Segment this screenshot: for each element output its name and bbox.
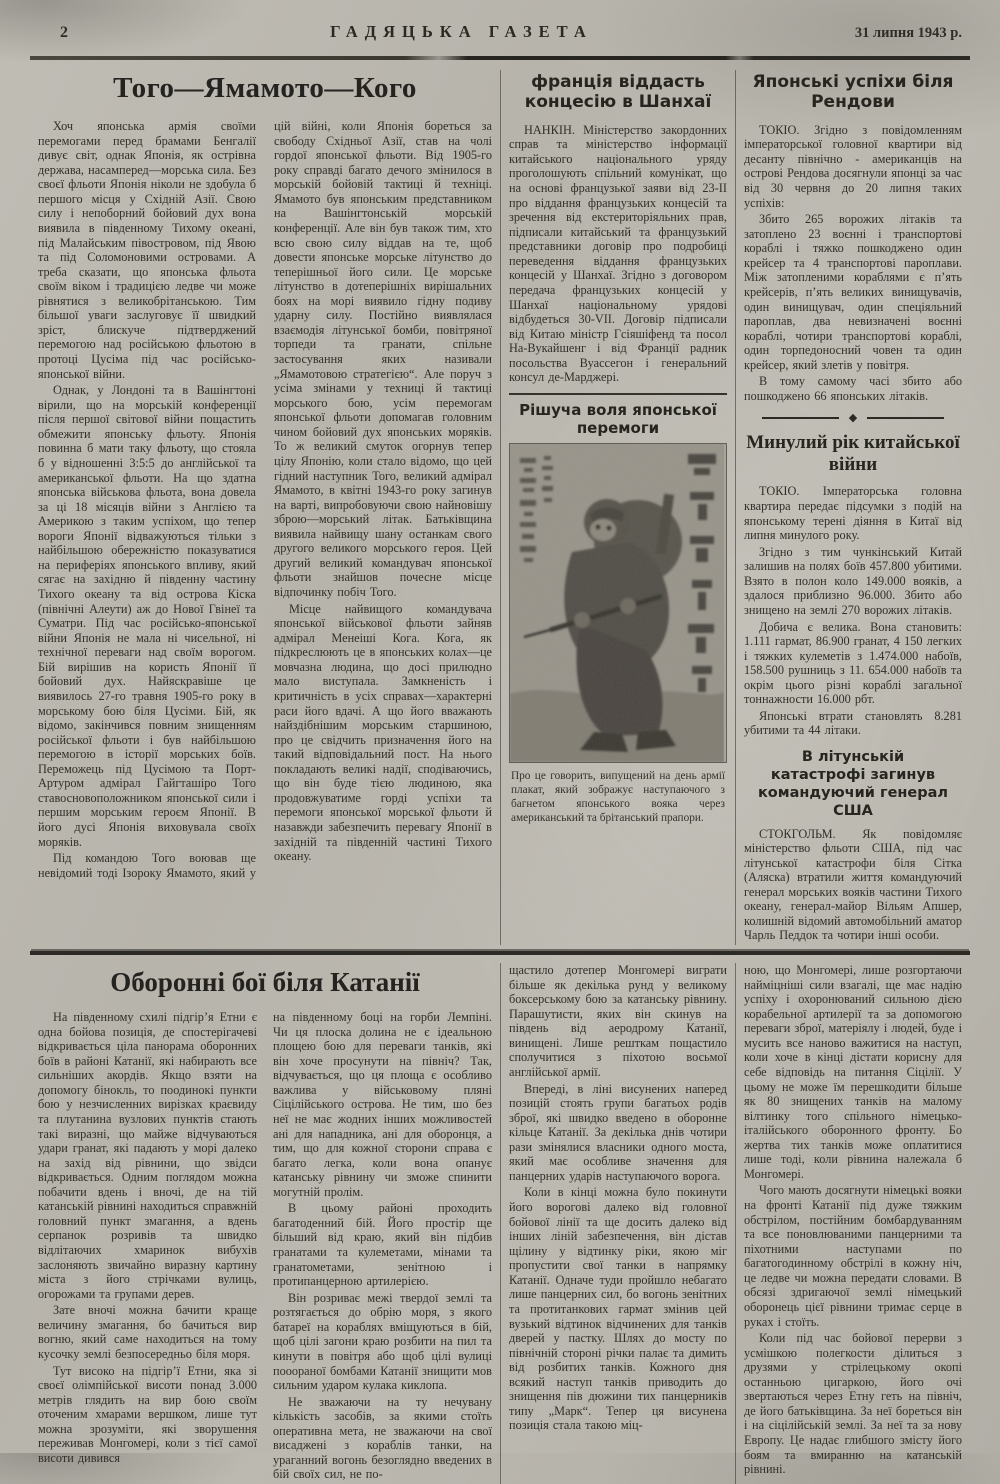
paragraph: ТОКІО. Згідно з повідомленням імператорської головної квартири від десанту північно - американців на острові Рендова досягнули японці за час від 30 червня до 20 липня таких успіхів: <box>744 122 962 210</box>
paragraph: ТОКІО. Імператорська головна квартира передає підсумки з подій на японському терені діяння в Китаї від липня минулого року. <box>744 484 962 543</box>
headline-general-crash: В літунській катастрофі загинув командуючий генерал США <box>757 749 949 820</box>
paper-title: ГАДЯЦЬКА ГАЗЕТА <box>330 22 593 41</box>
top-column-4 <box>735 70 970 945</box>
paragraph: Добича є велика. Вона становить: 1.111 гармат, 86.900 гранат, 4 150 легких і тяжких кулеметів з 1.474.000 набоїв, 158.500 рушниць з 11. 654.000 набоїв та окрім цього різні кораблі загальної тоннажности 16.000 рбт. <box>744 619 962 707</box>
paragraph: Японські втрати становлять 8.281 убитими та 44 літаки. <box>744 708 962 738</box>
paragraph: Він розриває межі твердої землі та розтягається до обрію моря, з якого батареї на кораблях вміщуються в бій, щоб цілі загони краю розбити на пил та кинути в повітря або щоб цілі вулиці пооораної бомбами Катанії знищити мов сильним ударом кулака киклопа. <box>273 1290 492 1393</box>
article-rendova <box>744 72 962 403</box>
paragraph: Зате вночі можна бачити краще величину змагання, бо бачиться вир вогню, який саме находиться на тому кусочку землі безпосередньо біля моря. <box>38 1303 257 1361</box>
paragraph: на південному боці на горби Лемпіні. Чи ця плоска долина не є ідеальною площею бою для переваги танків, які він хоче просунути на північ? Так, відчувається, що ця площа є особливо важлива у військовому пляні Сіцілійського острова. Не тим, шо без неї не має жодних інших можливостей ані для нападника, ані для оборонця, а тим, що для кожної сторони справа є багато легка, коли вона опанує катанську рівнину чи зможе спинити могутній пролім. <box>273 1010 492 1199</box>
article-body <box>38 119 492 880</box>
article-divider-rule <box>509 393 727 395</box>
paragraph: Коли в кінці можна було покинути його ворогові далеко від головної бойової лінії та ще досить далеко від інших ліній забезпечення, він дістав щілину у відтинку ріки, якою міг пропустити свої танки в напрямку Катанії. Одначе туди пройшло небагато лише панцерних сил, бо вогонь зенітних та протитанкових гармат змінив цей вузький відтинок відчинених для танків дверей у пастку. Шлях до мосту по північній стороні річки палає та димить від розбитих танків. Кожного дня всякий наступ танків приводить до знищення пів дюжини тих панцерників типу „Марк“. Тепер ця висунена позиція стала такою міц- <box>509 1185 727 1433</box>
soldier-poster-photo <box>509 443 727 763</box>
paragraph: Згідно з тим чункінський Китай залишив на полях боїв 457.800 убитими. Взято в полон коло 149.000 вояків, а здалося приблизно 96.000. Збито або знищено на землі 270 ворожих літаків. <box>744 544 962 617</box>
paragraph: Під командою Того воював ще невідомий тоді Ізороку Ямамото, який у цій війні, коли Японія бореться за свободу Східньої Азії, став на чолі гордої японської фльоти. Від 1905-го року справді багато дечого змінилося в морській бойовій тактиці й техніці. Ямамото був японським представником на Вашінгтонській морській конференції. Але він був також тим, хто всю свою силу віддав на те, щоб довести японське морське літунство до теперішньої його сили. Це морське літунство в дотеперішніх вирішальних боях на морі виявило гідну подиву ударну силу. Постійно виявлялася взаємодія літунської бомби, повітряної торпеди та гранати, спільне застосування яких називали „Ямамотовою стратегією“. Але поруч з усіма змінами у техниці й тактиці морського бою, усім перемогам японської фльоти допомагав головним чином бойовий дух японських моряків. То ж великий смуток огорнув тепер цілу Японію, коли стало відомо, що цей гідний наступник Того, великий адмірал Ямамото, в квітні 1943-го року загинув на варті, випробовуючи свою найновішу зброю—морський літак. Батьківщина виявила найвищу шану останкам свого другого великого морського героя. Цей другий великий командувач японської фльоти знайшов почесне місце відпочинку побіч Того. <box>38 119 492 880</box>
paragraph: Місце найвищого командувача японської військової фльоти зайняв адмірал Менеіші Кога. Кога, як підкреслюють це в японських колах—це мовчазна людина, що досі прилюдно мало виступала. Замкненість і критичність в усіх справах—характерні раси його вдачі. А що його вважають найздібнішим морським старшиною, про це свідчить призначення його на такий відповідальний пост. На нього покладають великі надії, сподіваючись, що він буде тією людиною, яка продовжуватиме горді успіхи та перемоги японської морської фльоти й назавжди забезпечить перевагу Японії в західній та південній частині Тихого океану. <box>274 601 492 864</box>
diamond-icon: ◆ <box>848 412 858 425</box>
masthead <box>30 14 970 52</box>
headline-rendova: Японські успіхи біля Рендови <box>752 72 954 113</box>
catania-column-2 <box>265 1010 500 1484</box>
catania-column-1 <box>30 1010 265 1484</box>
masthead-rule <box>30 56 970 60</box>
soldier-poster-illustration <box>510 444 724 762</box>
catania-column-3 <box>500 963 735 1484</box>
divider-bar <box>762 417 839 419</box>
paragraph: Збито 265 ворожих літаків та затоплено 23 воєнні і транспортові кораблі і тяжко пошкоджено один крейсер та 4 транспортові пароплави. Між затопленими кораблями є п’ять крейсерів, п’ять великих винищувачів, один винищувач, один спеціяльний пароплав, два невизначені воєнні кораблі, чотири транспортові кораблі, один торпедоносний човен та один крейсер, який злетів у повітря. <box>744 212 962 372</box>
page-number: 2 <box>60 24 68 41</box>
paragraph: На південному схилі підгір’я Етни є одна бойова позиція, де спостерігачеві відкривається ціла панорама оборонних боїв в районі Катанії, які набирають все сильніших акордів. Якщо взяти на допомогу бінокль, то поодинокі пункти бою у незчисленних вирізках краєвиду та плутанина вузлових пунктів стають такі виразні, що майже відчуваються удари гранат, які падають у морі далеко на захід від рівнини, що звідси відкривається. Одним поглядом можна побачити вдень і вночі, де на тій катанській рівнині находиться справжній головний пункт змагання, а вдень серпанок розривів та швидко відлітаючих хмаринок вибухів заслоняють звичайно виразну картину міста з його стрічками вулиць, огорожами та групами дерев. <box>38 1010 257 1301</box>
photo-block <box>509 401 727 825</box>
paragraph: В цьому районі проходить багатоденний бій. Його простір ще більший від краю, який він підбив гранатами та кулеметами, мінами та гранатометами, зенітною і протипанцерною артилерією. <box>273 1201 492 1289</box>
paragraph: СТОКГОЛЬМ. Як повідомляє міністерство фльоти США, під час літунської катастрофи біля Сітка (Аляска) втратили життя командуючий генерал морських вояків частини Тихого океану, генерал-майор Вільям Апшер, колишній відомий автомобільний аматор Чарль Педдок та чотири інші особи. <box>744 826 962 943</box>
top-section <box>30 70 970 945</box>
paragraph: Тут високо на підгір’ї Етни, яка зі своєї олімпійської висоти понад 3.000 метрів глядить на вир бою своїм оточеним хмарами вершком, лише тут можна зрозуміти, які зворушення переживав Монгомері, коли з тієї самої висоти дивився <box>38 1363 257 1465</box>
paragraph: В тому самому часі збито або пошкоджено 66 японських літаків. <box>744 374 962 403</box>
paragraph: Однак, у Лондоні та в Вашінгтоні вірили, що на морській конференції після першої світової війни пощастить обмежити японську фльоту. Японія повинна б мати таку фльоту, що стояла б у відношенні 3:5:5 до англійської та американської фльоти. На що здатна японська військова фльота, вона довела за ці 18 місяців війни з Англією та Америкою з таким успіхом, що тепер вороги Японії відважуються тільки з найбільшою обережністю показуватися на периферіях японського впливу, який сягає на західню й південну частину Тихого океану та від острова Кіска (північні Алеути) аж до Нової Гвінеї та Суматри. Під час російсько-японської війни Японія не мала ні чисельної, ні технічної переваги над своїм ворогом. Бій вирішив на користь Японії її бойовий дух. Найяскравіше це виявилось 27-го травня 1905-го року в морському бою біля Цусіми. Бій, як відомо, закінчився повним знищенням російської фльоти і був найбільшою перемогою в історії морських боїв. Переможець під Цусімою та Порт-Артуром адмірал Гайгташіро Того ставосновоположником японської сили і першим морським героєм Японії. В його дусі Японія виховувала своїх моряків. <box>38 383 256 849</box>
catania-column-4 <box>735 963 970 1484</box>
article-france-concession <box>509 72 727 385</box>
headline-france-concession: франція віддасть концесію в Шанхаї <box>524 72 712 113</box>
paragraph: Хоч японська армія своїми перемогами перед брамами Бенгалії дивує світ, однак Японія, як острівна держава, насамперед—морська сила. Без своєї фльоти Японія ніколи не здобула б першого місця у Східній Азії. Свою силу і непоборний бойовий дух вона виявила в південному Тихому океані, під Малайським півостровом, під Явою та під Соломоновими островами. А треба сказати, що японська фльота своїм віком і традицією ледве чи може рівнятися з великобрітанською. Тим більшої уваги заслуговує її швидкий зріст, блискуче підтверджений перемогою над російською фльотою в протоці Цусіма під час російсько-японської війни. <box>38 119 256 381</box>
top-column-3 <box>500 70 735 945</box>
paragraph: Впереді, в ліні висунених наперед позицій стоять групи багатьох родів зброї, які швидко введено в оборонне кільце Катанії. За декілька днів чотири рази змінялися власники одного моста, який має особливе значення для панцерних ударів наступаючого ворога. <box>509 1081 727 1183</box>
article-general-crash <box>744 748 962 943</box>
paragraph: Чого мають досягнути німецькі вояки на фронті Катанії під дуже тяжким обстрілом, постійним бомбардуванням та все поновлюваними панцерними та піхотними наступами по багатогодинному обстрілі в кожну ніч, це ледве чи можна передати словами. В обсязі здригаючої землі німецький оборонець цієї рівнини тримає серце в руках і стоїть. <box>744 1183 962 1329</box>
issue-date: 31 липня 1943 р. <box>854 25 962 41</box>
paragraph: ною, що Монгомері, лише розгортаючи найміцніші сили взагалі, ще має надію успіху і охоронюваний сильною дією корабельної артилерії та за допомогою переваги зброї, матеріялу і людей, буде і мусить все наново важитися на наступ, коли хоче в кінці дістати корисну для себе відповідь на питання Сіцілії. У цьому не може їм перешкодити більше як 80 знищених танків на малому вілтинку того спільного німецько-італійського оборонного фронту. Бо жертва тих танків може оплатитися лише тоді, коли рівнина належала б Монгомері. <box>744 963 962 1181</box>
headline-catania: Оборонні бої біля Катанії <box>110 967 420 998</box>
article-china-year <box>744 432 962 738</box>
paragraph: Коли під час бойової перерви з усмішкою полегкости ділиться з друзями у стрілецькому окопі останньою цигаркою, його очі звертаються через Етну геть на північ, де його батьківщина. За неї бореться він і на сіцілійській землі. За неї та за нову Европу. Це надає глибшого змісту його боям та вмиранню на катанській рівнині. <box>744 1331 962 1477</box>
headline-china-year: Минулий рік китайської війни <box>746 432 960 476</box>
headline-togo-yamamoto-koga: Того—Ямамото—Кого <box>113 72 417 104</box>
section-break-rule <box>30 951 970 955</box>
article-catania <box>30 963 970 1484</box>
divider-bar <box>867 417 944 419</box>
paragraph: щастило дотепер Монгомері виграти більше як декілька рунд у великому боксерському бою за катанську рівнину. Парашутисти, яких він скинув на південь від аеродрому Катанії, винищені. Лише решткам пощастило сполучитися з піхотою восьмої англійської армії. <box>509 963 727 1079</box>
photo-heading: Рішуча воля японської перемоги <box>519 400 717 437</box>
paragraph: НАНКІН. Міністерство закордонних справ та міністерство інформації китайського національного уряду проголошують спільний комунікат, що на основі французької заяви від 23-ІІ про віддання французьких концесій та зречення від екстериторіяльних прав, підписали китайський та французький представники договір про подробиці переведення віддання французьких концесій у Шанхаї. Згідно з договором передача французьких концесій у Шанхаї національному урядові відбудеться 30-VII. Договір підписали від Китаю міністр Гсіяшіфенд та посол На-Вукайшенг і від Франції радник посольства Вуассегон і генеральний консул де-Марджері. <box>509 122 727 385</box>
photo-caption: Про це говорить, випущений на день армії плакат, який зображує наступаючого з багнетом японського вояка через американський та брітанський прапори. <box>511 769 725 825</box>
paragraph: Не зважаючи на ту нечувану кількість засобів, за якими стоїть оперативна мета, не зважаючи на свої висаджені з кораблів танки, на ураганний вогонь безоглядно введених в бій своїх сил, не по- <box>273 1394 492 1482</box>
article-togo-yamamoto-koga <box>30 70 500 945</box>
diamond-divider <box>762 411 944 424</box>
